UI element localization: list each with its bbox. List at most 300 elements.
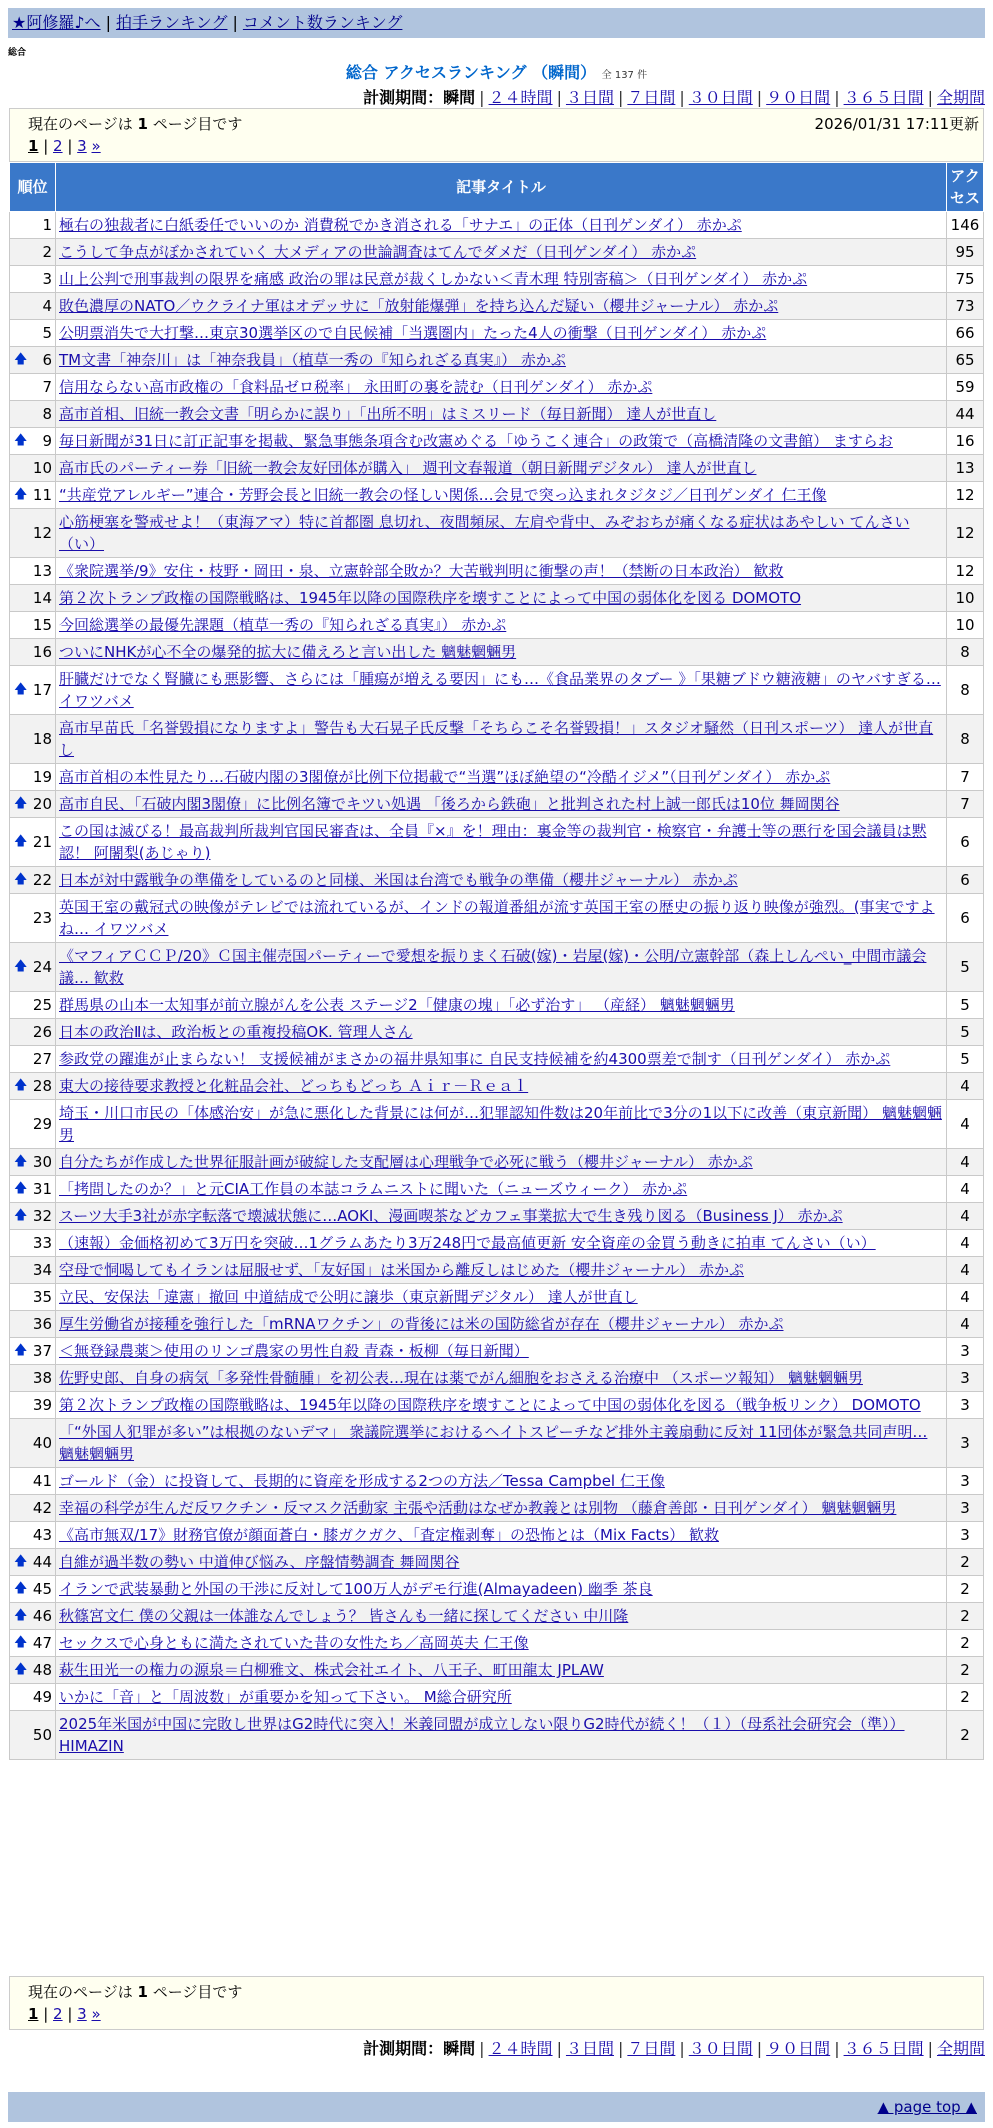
- table-row: [10, 715, 984, 764]
- rank-cell: [10, 1019, 56, 1046]
- access-count: 12: [947, 482, 984, 509]
- article-link[interactable]: 第２次トランプ政権の国際戦略は、1945年以降の国際秩序を壊すことによって中国の弱体化を図る（戦争板リンク） DOMOTO: [59, 1396, 921, 1414]
- rank-cell: [10, 818, 56, 867]
- rank-number: 22: [32, 871, 52, 889]
- page-title: 総合 アクセスランキング （瞬間）: [345, 63, 597, 82]
- top-nav: [8, 8, 985, 38]
- access-count: 4: [947, 1073, 984, 1100]
- current-page-suffix: ページ目です: [147, 1983, 243, 2001]
- rank-number: 8: [42, 405, 52, 423]
- title-cell: [56, 1073, 947, 1100]
- period-separator: |: [617, 88, 624, 107]
- article-link[interactable]: 2025年米国が中国に完敗し世界はG2時代に突入！米義同盟が成立しない限りG2時代が続く！（１）（母系社会研究会（準）） HIMAZIN: [59, 1715, 905, 1755]
- home-link[interactable]: ★阿修羅♪へ: [12, 13, 101, 32]
- title-cell: [56, 818, 947, 867]
- table-row: [10, 1176, 984, 1203]
- rank-cell: [10, 1046, 56, 1073]
- article-link[interactable]: 日本が対中露戦争の準備をしているのと同様、米国は台湾でも戦争の準備（櫻井ジャーナル） 赤かぷ: [59, 871, 738, 889]
- rank-number: 9: [42, 432, 52, 450]
- table-row: [10, 1100, 984, 1149]
- period-option-link[interactable]: ９０日間: [766, 2039, 831, 2058]
- article-link[interactable]: 日本の政治Ⅱは、政治板との重複投稿OK. 管理人さん: [59, 1023, 413, 1041]
- title-cell: [56, 1419, 947, 1468]
- title-cell: [56, 1203, 947, 1230]
- rank-number: 40: [32, 1434, 52, 1452]
- rank-cell: [10, 715, 56, 764]
- title-cell: [56, 1522, 947, 1549]
- rank-number: 49: [32, 1688, 52, 1706]
- rank-cell: [10, 867, 56, 894]
- arrow-up-icon: 🡅: [14, 1343, 28, 1358]
- title-cell: [56, 1149, 947, 1176]
- access-count: 3: [947, 1522, 984, 1549]
- rank-number: 3: [42, 270, 52, 288]
- article-link[interactable]: イランで武装暴動と外国の干渉に反対して100万人がデモ行進(Almayadeen) 幽季 茶良: [59, 1580, 653, 1598]
- title-cell: [56, 585, 947, 612]
- period-separator: |: [479, 2039, 485, 2058]
- article-link[interactable]: 群馬県の山本一太知事が前立腺がんを公表 ステージ2「健康の塊」「必ず治す」 （産経） 魑魅魍魎男: [59, 996, 735, 1014]
- access-count: 16: [947, 428, 984, 455]
- title-cell: [56, 1257, 947, 1284]
- rank-number: 24: [32, 958, 52, 976]
- rank-number: 1: [42, 216, 52, 234]
- access-count: 8: [947, 639, 984, 666]
- period-separator: |: [927, 2039, 933, 2058]
- arrow-up-icon: 🡅: [14, 352, 28, 367]
- article-link[interactable]: 《マフィアＣＣＰ/20》Ｃ国主催売国パーティーで愛想を振りまく石破(嫁)・岩屋(嫁)・公明/立憲幹部（森上しんぺい_中間市議会議… 歓救: [59, 947, 927, 987]
- article-link[interactable]: 東大の接待要求教授と化粧品会社、どっちもどっち Ａｉｒ－Ｒｅａｌ: [59, 1077, 529, 1095]
- current-page-suffix: ページ目です: [147, 115, 243, 133]
- table-row: [10, 239, 984, 266]
- total-count: 全 137 件: [601, 70, 648, 81]
- table-row: [10, 1203, 984, 1230]
- rank-number: 5: [42, 324, 52, 342]
- article-link[interactable]: 《衆院選挙/9》安住・枝野・岡田・泉、立憲幹部全敗か？大苦戦判明に衝撃の声！（禁断の日本政治） 歓救: [59, 562, 784, 580]
- article-link[interactable]: こうして争点がぼかされていく 大メディアの世論調査はてんでダメだ（日刊ゲンダイ） 赤かぷ: [59, 243, 697, 261]
- article-link[interactable]: 心筋梗塞を警戒せよ！（東海アマ）特に首都圏 息切れ、夜間頻尿、左肩や背中、みぞおちが痛くなる症状はあやしい てんさい（い）: [59, 513, 910, 553]
- header-rank: 順位: [10, 163, 56, 212]
- access-count: 7: [947, 791, 984, 818]
- rank-number: 46: [32, 1607, 52, 1625]
- article-link[interactable]: 萩生田光一の権力の源泉＝白柳雅文、株式会社エイト、八王子、町田龍太 JPLAW: [59, 1661, 604, 1679]
- arrow-up-icon: 🡅: [14, 1581, 28, 1596]
- article-link[interactable]: （速報）金価格初めて3万円を突破…1グラムあたり3万248円で最高値更新 安全資産の金買う動きに拍車 てんさい（い）: [59, 1234, 876, 1252]
- access-count: 3: [947, 1365, 984, 1392]
- nav-separator: |: [105, 13, 111, 32]
- period-option-link[interactable]: ３６５日間: [843, 88, 924, 107]
- category-label: 総合: [8, 48, 27, 58]
- ranking-table: [9, 162, 984, 1760]
- rank-cell: [10, 764, 56, 791]
- page-link[interactable]: 3: [77, 2005, 87, 2023]
- access-count: 4: [947, 1284, 984, 1311]
- article-link[interactable]: 幸福の科学が生んだ反ワクチン・反マスク活動家 主張や活動はなぜか教義とは別物 （藤倉善郎・日刊ゲンダイ） 魑魅魍魎男: [59, 1499, 897, 1517]
- title-cell: [56, 1284, 947, 1311]
- access-count: 75: [947, 266, 984, 293]
- article-link[interactable]: 英国王室の戴冠式の映像がテレビでは流れているが、インドの報道番組が流す英国王室の歴史の振り返り映像が強烈。(事実ですよね… イワツバメ: [59, 898, 935, 938]
- period-option-link[interactable]: ３０日間: [688, 2039, 753, 2058]
- article-link[interactable]: 高市氏のパーティー券「旧統一教会友好団体が購入」 週刊文春報道（朝日新聞デジタル） 達人が世直し: [59, 459, 757, 477]
- article-link[interactable]: 第２次トランプ政権の国際戦略は、1945年以降の国際秩序を壊すことによって中国の弱体化を図る DOMOTO: [59, 589, 802, 607]
- page-current: 1: [28, 137, 39, 155]
- title-cell: [56, 1365, 947, 1392]
- article-link[interactable]: 肝臓だけでなく腎臓にも悪影響、さらには「腫瘍が増える要因」にも…《食品業界のタブー 》「果糖ブドウ糖液糖」のヤバすぎる… イワツバメ: [59, 670, 941, 710]
- article-link[interactable]: 空母で恫喝してもイランは屈服せず、「友好国」は米国から離反しはじめた（櫻井ジャーナル） 赤かぷ: [59, 1261, 745, 1279]
- article-link[interactable]: ついにNHKが心不全の爆発的拡大に備えろと言い出した 魑魅魍魎男: [59, 643, 517, 661]
- page-separator: |: [38, 137, 54, 155]
- title-cell: [56, 791, 947, 818]
- title-cell: [56, 239, 947, 266]
- access-count: 66: [947, 320, 984, 347]
- access-count: 6: [947, 894, 984, 943]
- article-link[interactable]: “共産党アレルギー”連合・芳野会長と旧統一教会の怪しい関係…会見で突っ込まれタジタジ／日刊ゲンダイ 仁王像: [59, 486, 827, 504]
- article-link[interactable]: 厚生労働省が接種を強行した「mRNAワクチン」の背後には米の国防総省が存在（櫻井ジャーナル） 赤かぷ: [59, 1315, 784, 1333]
- article-link[interactable]: いかに「音」と「周波数」が重要かを知って下さい。 M総合研究所: [59, 1688, 512, 1706]
- access-count: 3: [947, 1338, 984, 1365]
- access-count: 3: [947, 1468, 984, 1495]
- title-cell: [56, 374, 947, 401]
- article-link[interactable]: 今回総選挙の最優先課題（植草一秀の『知られざる真実』） 赤かぷ: [59, 616, 507, 634]
- period-option-link[interactable]: ７日間: [627, 88, 676, 107]
- header-title: 記事タイトル: [56, 163, 947, 212]
- rank-cell: [10, 1365, 56, 1392]
- table-row: [10, 1284, 984, 1311]
- title-cell: [56, 992, 947, 1019]
- title-cell: [56, 1100, 947, 1149]
- page-link[interactable]: 3: [77, 137, 87, 155]
- article-link[interactable]: セックスで心身ともに満たされていた昔の女性たち／高岡英夫 仁王像: [59, 1634, 529, 1652]
- title-cell: [56, 639, 947, 666]
- title-cell: [56, 1468, 947, 1495]
- table-row: [10, 401, 984, 428]
- access-count: 73: [947, 293, 984, 320]
- table-row: [10, 639, 984, 666]
- access-count: 10: [947, 612, 984, 639]
- rank-number: 41: [32, 1472, 52, 1490]
- period-separator: |: [556, 88, 562, 107]
- rank-cell: [10, 1311, 56, 1338]
- rank-cell: [10, 1630, 56, 1657]
- rank-number: 25: [32, 996, 52, 1014]
- rank-number: 34: [32, 1261, 52, 1279]
- page-links: [28, 2005, 101, 2023]
- rank-number: 42: [32, 1499, 52, 1517]
- arrow-up-icon: 🡅: [14, 796, 28, 811]
- title-cell: [56, 867, 947, 894]
- arrow-up-icon: 🡅: [14, 1608, 28, 1623]
- title-cell: [56, 509, 947, 558]
- title-cell: [56, 1684, 947, 1711]
- clap-ranking-link[interactable]: 拍手ランキング: [115, 13, 228, 32]
- period-option-link[interactable]: 全期間: [936, 88, 985, 107]
- rank-cell: [10, 347, 56, 374]
- table-row: [10, 320, 984, 347]
- title-cell: [56, 1230, 947, 1257]
- rank-number: 21: [32, 833, 52, 851]
- access-count: 5: [947, 943, 984, 992]
- arrow-up-icon: 🡅: [14, 1635, 28, 1650]
- access-count: 3: [947, 1495, 984, 1522]
- rank-number: 14: [32, 589, 52, 607]
- arrow-up-icon: 🡅: [14, 1154, 28, 1169]
- table-row: [10, 266, 984, 293]
- table-row: [10, 1603, 984, 1630]
- access-count: 59: [947, 374, 984, 401]
- rank-number: 44: [32, 1553, 52, 1571]
- article-link[interactable]: 立民、安保法「違憲」撤回 中道結成で公明に譲歩（東京新聞デジタル） 達人が世直し: [59, 1288, 638, 1306]
- page-links: [28, 137, 101, 155]
- article-link[interactable]: この国は滅びる！最高裁判所裁判官国民審査は、全員『×』を！理由：裏金等の裁判官・検察官・弁護士等の悪行を国会議員は黙認！ 阿闍梨(あじゃり): [59, 822, 927, 862]
- rank-number: 13: [32, 562, 52, 580]
- article-link[interactable]: 参政党の躍進が止まらない！ 支援候補がまさかの福井県知事に 自民支持候補を約4300票差で制す（日刊ゲンダイ） 赤かぷ: [59, 1050, 891, 1068]
- table-header-row: [10, 163, 984, 212]
- rank-number: 37: [32, 1342, 52, 1360]
- rank-number: 18: [32, 730, 52, 748]
- page-title-block: [0, 60, 993, 83]
- rank-number: 39: [32, 1396, 52, 1414]
- article-link[interactable]: TM文書「神奈川」は「神奈我員」（植草一秀の『知られざる真実』） 赤かぷ: [59, 351, 566, 369]
- rank-number: 28: [32, 1077, 52, 1095]
- rank-number: 16: [32, 643, 52, 661]
- table-row: [10, 764, 984, 791]
- next-page-link[interactable]: »: [91, 137, 101, 155]
- rank-cell: [10, 1073, 56, 1100]
- article-link[interactable]: 信用ならない高市政権の「食料品ゼロ税率」 永田町の裏を読む（日刊ゲンダイ） 赤かぷ: [59, 378, 653, 396]
- title-cell: [56, 266, 947, 293]
- rank-cell: [10, 1392, 56, 1419]
- rank-cell: [10, 1576, 56, 1603]
- period-option-link[interactable]: ７日間: [627, 2039, 676, 2058]
- access-count: 95: [947, 239, 984, 266]
- rank-cell: [10, 1657, 56, 1684]
- title-cell: [56, 1549, 947, 1576]
- header-access: アクセス: [947, 163, 984, 212]
- rank-number: 33: [32, 1234, 52, 1252]
- page-separator: |: [62, 137, 78, 155]
- rank-number: 30: [32, 1153, 52, 1171]
- table-row: [10, 1549, 984, 1576]
- rank-number: 10: [32, 459, 52, 477]
- rank-cell: [10, 1149, 56, 1176]
- rank-number: 2: [42, 243, 52, 261]
- period-separator: |: [679, 2039, 685, 2058]
- access-count: 5: [947, 1019, 984, 1046]
- article-link[interactable]: 極右の独裁者に白紙委任でいいのか 消費税でかき消される「サナエ」の正体（日刊ゲンダイ） 赤かぷ: [59, 216, 742, 234]
- page-link[interactable]: 2: [53, 137, 63, 155]
- article-link[interactable]: 山上公判で刑事裁判の限界を痛感 政治の罪は民意が裁くしかない＜青木理 特別寄稿＞（日刊ゲンダイ） 赤かぷ: [59, 270, 808, 288]
- period-option-link[interactable]: ３日間: [565, 2039, 614, 2058]
- access-count: 10: [947, 585, 984, 612]
- access-count: 2: [947, 1576, 984, 1603]
- current-page-text: [28, 1981, 242, 2002]
- access-count: 2: [947, 1630, 984, 1657]
- article-link[interactable]: 敗色濃厚のNATO／ウクライナ軍はオデッサに「放射能爆弾」を持ち込んだ疑い（櫻井ジャーナル） 赤かぷ: [59, 297, 779, 315]
- title-cell: [56, 1046, 947, 1073]
- rank-cell: [10, 374, 56, 401]
- period-separator: |: [834, 2039, 840, 2058]
- period-option-link[interactable]: ３日間: [565, 88, 614, 107]
- rank-cell: [10, 1684, 56, 1711]
- access-count: 44: [947, 401, 984, 428]
- current-page-number: 1: [137, 1983, 148, 2001]
- article-link[interactable]: 高市自民、「石破内閣3閣僚」に比例名簿でキツい処遇 「後ろから鉄砲」と批判された村上誠一郎氏は10位 舞岡関谷: [59, 795, 840, 813]
- rank-number: 6: [42, 351, 52, 369]
- table-row: [10, 428, 984, 455]
- table-row: [10, 1419, 984, 1468]
- article-link[interactable]: 自維が過半数の勢い 中道伸び悩み、序盤情勢調査 舞岡関谷: [59, 1553, 460, 1571]
- table-row: [10, 867, 984, 894]
- table-body: [10, 212, 984, 1760]
- period-separator: |: [479, 88, 485, 107]
- period-option-link[interactable]: ３０日間: [688, 88, 753, 107]
- arrow-up-icon: 🡅: [14, 1554, 28, 1569]
- page-top-link[interactable]: ▲ page top ▲: [877, 2098, 977, 2116]
- rank-number: 32: [32, 1207, 52, 1225]
- title-cell: [56, 1630, 947, 1657]
- access-count: 2: [947, 1657, 984, 1684]
- article-link[interactable]: 「“外国人犯罪が多い”は根拠のないデマ」 衆議院選挙におけるヘイトスピーチなど排外主義扇動に反対 11団体が緊急共同声明… 魑魅魍魎男: [59, 1423, 928, 1463]
- rank-cell: [10, 1603, 56, 1630]
- access-count: 4: [947, 1100, 984, 1149]
- rank-cell: [10, 509, 56, 558]
- article-link[interactable]: 高市首相の本性見たり…石破内閣の3閣僚が比例下位掲載で“当選”ほぼ絶望の“冷酷イジメ”（日刊ゲンダイ） 赤かぷ: [59, 768, 831, 786]
- table-row: [10, 509, 984, 558]
- table-row: [10, 455, 984, 482]
- title-cell: [56, 455, 947, 482]
- table-row: [10, 585, 984, 612]
- page-link[interactable]: 2: [53, 2005, 63, 2023]
- rank-cell: [10, 266, 56, 293]
- article-link[interactable]: 高市首相、旧統一教会文書「明らかに誤り」「出所不明」はミスリード（毎日新聞） 達人が世直し: [59, 405, 717, 423]
- arrow-up-icon: 🡅: [14, 959, 28, 974]
- table-row: [10, 992, 984, 1019]
- rank-cell: [10, 1230, 56, 1257]
- rank-cell: [10, 612, 56, 639]
- access-count: 12: [947, 509, 984, 558]
- arrow-up-icon: 🡅: [14, 433, 28, 448]
- rank-cell: [10, 1338, 56, 1365]
- title-cell: [56, 1711, 947, 1760]
- title-cell: [56, 558, 947, 585]
- access-count: 65: [947, 347, 984, 374]
- access-count: 4: [947, 1176, 984, 1203]
- access-count: 4: [947, 1203, 984, 1230]
- access-count: 12: [947, 558, 984, 585]
- table-row: [10, 293, 984, 320]
- rank-cell: [10, 894, 56, 943]
- rank-cell: [10, 1203, 56, 1230]
- page-separator: |: [38, 2005, 54, 2023]
- period-option-link[interactable]: 全期間: [936, 2039, 985, 2058]
- article-link[interactable]: 佐野史郎、自身の病気「多発性骨髄腫」を初公表…現在は薬でがん細胞をおさえる治療中 （スポーツ報知） 魑魅魍魎男: [59, 1369, 863, 1387]
- period-separator: |: [617, 2039, 624, 2058]
- access-count: 4: [947, 1311, 984, 1338]
- rank-number: 15: [32, 616, 52, 634]
- table-row: [10, 347, 984, 374]
- access-count: 8: [947, 666, 984, 715]
- rank-cell: [10, 293, 56, 320]
- article-link[interactable]: ゴールド（金）に投資して、長期的に資産を形成する2つの方法／Tessa Campbel 仁王像: [59, 1472, 665, 1490]
- updated-time: 2026/01/31 17:11更新: [814, 115, 979, 133]
- rank-cell: [10, 212, 56, 239]
- table-row: [10, 1149, 984, 1176]
- table-row: [10, 1230, 984, 1257]
- article-link[interactable]: 自分たちが作成した世界征服計画が破綻した支配層は心理戦争で必死に戦う（櫻井ジャーナル） 赤かぷ: [59, 1153, 753, 1171]
- access-count: 13: [947, 455, 984, 482]
- table-row: [10, 1630, 984, 1657]
- rank-number: 35: [32, 1288, 52, 1306]
- article-link[interactable]: ＜無登録農薬＞使用のリンゴ農家の男性自殺 青森・板柳（毎日新聞）: [59, 1342, 529, 1360]
- table-row: [10, 1657, 984, 1684]
- article-link[interactable]: 「拷問したのか？」と元CIA工作員の本誌コラムニストに聞いた（ニューズウィーク） 赤かぷ: [59, 1180, 688, 1198]
- article-link[interactable]: スーツ大手3社が赤字転落で壊滅状態に…AOKI、漫画喫茶などカフェ事業拡大で生き残り図る（Business J） 赤かぷ: [59, 1207, 843, 1225]
- table-row: [10, 1522, 984, 1549]
- title-cell: [56, 612, 947, 639]
- arrow-up-icon: 🡅: [14, 487, 28, 502]
- current-page-prefix: 現在のページは: [28, 1983, 138, 2001]
- title-cell: [56, 666, 947, 715]
- next-page-link[interactable]: »: [91, 2005, 101, 2023]
- arrow-up-icon: 🡅: [14, 872, 28, 887]
- table-row: [10, 1257, 984, 1284]
- article-link[interactable]: 埼玉・川口市民の「体感治安」が急に悪化した背景には何が…犯罪認知件数は20年前比で3分の1以下に改善（東京新聞） 魑魅魍魎男: [59, 1104, 942, 1144]
- comment-ranking-link[interactable]: コメント数ランキング: [242, 13, 403, 32]
- period-current: 瞬間: [443, 2039, 476, 2058]
- period-separator: |: [927, 88, 933, 107]
- table-row: [10, 943, 984, 992]
- rank-number: 29: [32, 1115, 52, 1133]
- access-count: 2: [947, 1711, 984, 1760]
- rank-cell: [10, 1176, 56, 1203]
- current-page-prefix: 現在のページは: [28, 115, 138, 133]
- article-link[interactable]: 毎日新聞が31日に訂正記事を掲載、緊急事態条項含む改憲めぐる「ゆうこく連合」の政策で（高橋清隆の文書館） ますらお: [59, 432, 893, 450]
- period-option-link[interactable]: ９０日間: [766, 88, 831, 107]
- table-row: [10, 1392, 984, 1419]
- rank-number: 20: [32, 795, 52, 813]
- title-cell: [56, 212, 947, 239]
- rank-number: 48: [32, 1661, 52, 1679]
- title-cell: [56, 1311, 947, 1338]
- arrow-up-icon: 🡅: [14, 1078, 28, 1093]
- table-row: [10, 374, 984, 401]
- table-row: [10, 1576, 984, 1603]
- period-option-link[interactable]: ２４時間: [488, 88, 553, 107]
- table-row: [10, 1684, 984, 1711]
- period-separator: |: [834, 88, 840, 107]
- rank-cell: [10, 239, 56, 266]
- rank-number: 4: [42, 297, 52, 315]
- period-option-link[interactable]: ３６５日間: [843, 2039, 924, 2058]
- article-link[interactable]: 公明票消失で大打撃…東京30選挙区ので自民候補「当選圏内」たった4人の衝撃（日刊ゲンダイ） 赤かぷ: [59, 324, 767, 342]
- table-row: [10, 482, 984, 509]
- period-option-link[interactable]: ２４時間: [488, 2039, 553, 2058]
- article-link[interactable]: 《高市無双/17》財務官僚が顔面蒼白・膝ガクガク、「査定権剥奪」の恐怖とは（Mix Facts） 歓救: [59, 1526, 719, 1544]
- period-label: 計測期間：: [363, 88, 444, 107]
- article-link[interactable]: 秋篠宮文仁 僕の父親は一体誰なんでしょう？ 皆さんも一緒に探してください 中川隆: [59, 1607, 629, 1625]
- pager-top: [9, 108, 984, 162]
- rank-cell: [10, 1549, 56, 1576]
- table-row: [10, 1711, 984, 1760]
- period-separator: |: [756, 2039, 763, 2058]
- table-row: [10, 1495, 984, 1522]
- rank-number: 36: [32, 1315, 52, 1333]
- rank-number: 45: [32, 1580, 52, 1598]
- rank-number: 27: [32, 1050, 52, 1068]
- rank-number: 50: [32, 1726, 52, 1744]
- rank-number: 26: [32, 1023, 52, 1041]
- table-row: [10, 212, 984, 239]
- article-link[interactable]: 高市早苗氏「名誉毀損になりますよ」警告も大石晃子氏反撃「そちらこそ名誉毀損！」スタジオ騒然（日刊スポーツ） 達人が世直し: [59, 719, 934, 759]
